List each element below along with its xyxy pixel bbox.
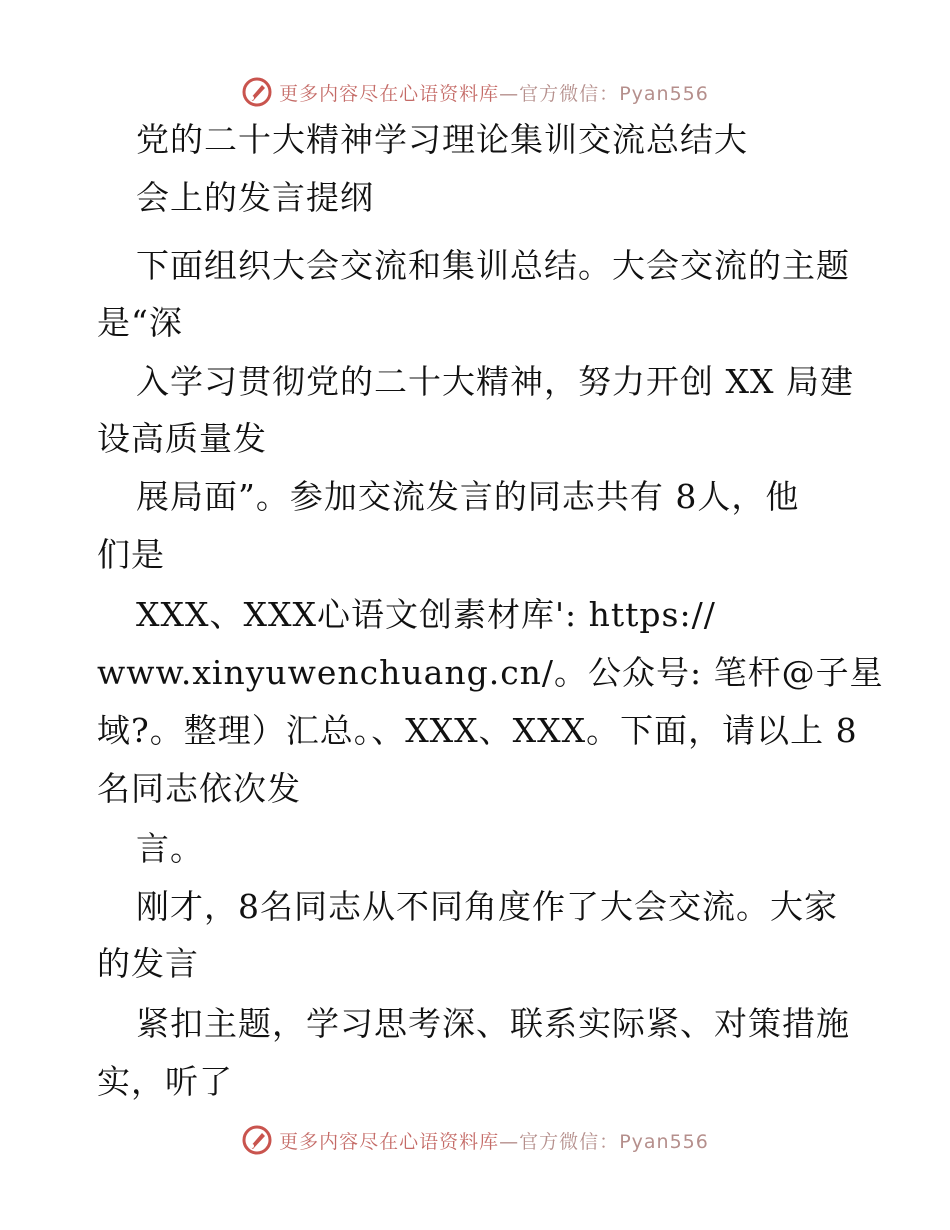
watermark-suffix: —官方微信：: [499, 82, 620, 105]
text-line: XXX、XXX心语文创素材库': https://: [136, 595, 716, 634]
watermark-account: Pyan556: [619, 82, 709, 105]
text-line: 名同志依次发: [97, 769, 301, 808]
text-line: 展局面”。参加交流发言的同志共有 8人，他: [136, 477, 800, 516]
pen-logo-icon: [241, 1124, 273, 1156]
pen-logo-icon: [241, 76, 273, 108]
text-line: 入学习贯彻党的二十大精神，努力开创 XX 局建: [136, 362, 854, 401]
text-line: 言。: [136, 829, 204, 868]
watermark-header: [0, 72, 950, 112]
text-line: 设高质量发: [97, 419, 267, 458]
watermark-account: Pyan556: [619, 1130, 709, 1153]
text-line: 域?。整理）汇总。、XXX、XXX。下面，请以上 8: [97, 711, 858, 750]
text-line: 是“深: [97, 303, 183, 342]
watermark-text: 更多内容尽在心语资料库: [279, 82, 500, 105]
text-line: 刚才，8名同志从不同角度作了大会交流。大家: [136, 887, 838, 926]
text-line: 下面组织大会交流和集训总结。大会交流的主题: [136, 246, 850, 285]
watermark-footer: [0, 1120, 950, 1160]
text-line: 们是: [97, 535, 165, 574]
text-line: 的发言: [97, 944, 199, 983]
text-line: 党的二十大精神学习理论集训交流总结大: [136, 120, 748, 159]
text-line: www.xinyuwenchuang.cn/。公众号: 笔杆@子星: [97, 653, 884, 692]
watermark-text: 更多内容尽在心语资料库: [279, 1130, 500, 1153]
text-line: 实，听了: [97, 1062, 233, 1101]
text-line: 紧扣主题，学习思考深、联系实际紧、对策措施: [136, 1004, 850, 1043]
watermark-suffix: —官方微信：: [499, 1130, 620, 1153]
text-line: 会上的发言提纲: [136, 178, 374, 217]
